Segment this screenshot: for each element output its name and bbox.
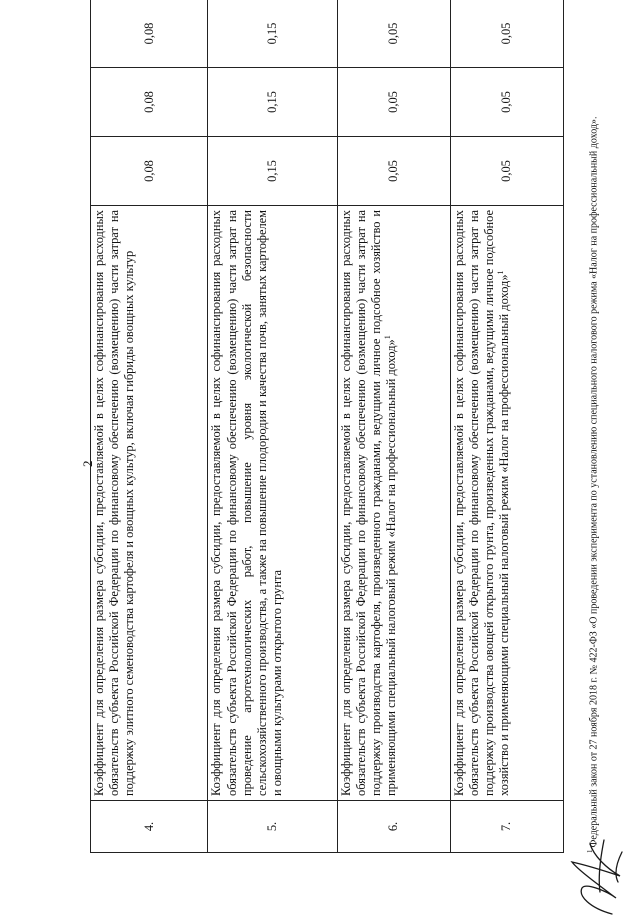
row-description (450, 206, 563, 801)
table-row (450, 0, 563, 853)
row-number: 5. (208, 801, 337, 853)
value-year-3: 0,08 (91, 0, 208, 68)
value-year-1: 0,05 (337, 137, 450, 206)
footnote-ref: 1 (496, 270, 506, 275)
row-description-text: Коэффициент для определения размера субсидии, предоставляемой в целях софинансирования расходных обязательств субъекта Российской Федерации по финансовому обеспечению (возмещению) части затрат на проведение агротехнологических работ, повышение уровня экологической безопасности сельскохозяйственного производства, а также на повышение плодородия и качества почв, занятых картофелем и овощными культурами открытого грунта (209, 210, 285, 796)
footnote (586, 53, 599, 853)
value-year-1: 0,08 (91, 137, 208, 206)
footnote-mark: 1 (586, 849, 594, 853)
row-description (337, 206, 450, 801)
row-description-text: Коэффициент для определения размера субсидии, предоставляемой в целях софинансирования расходных обязательств субъекта Российской Федерации по финансовому обеспечению (возмещению) части затрат на поддержку производства картофеля, произведенного гражданами, ведущими личное подсобное хозяйство и применяющими специальный налоговый режим «Налог на профессиональный доход» (338, 210, 399, 796)
row-number: 7. (450, 801, 563, 853)
table-row (91, 0, 208, 853)
table-row (208, 0, 337, 853)
row-number: 4. (91, 801, 208, 853)
value-year-1: 0,15 (208, 137, 337, 206)
value-year-3: 0,05 (337, 0, 450, 68)
footnote-text: Федеральный закон от 27 ноября 2018 г. № 422-ФЗ «О проведении эксперимента по установлению специального налогового режима «Налог на профессиональный доход». (588, 116, 600, 848)
row-description (91, 206, 208, 801)
value-year-2: 0,05 (450, 68, 563, 137)
value-year-2: 0,08 (91, 68, 208, 137)
row-description-text: Коэффициент для определения размера субсидии, предоставляемой в целях софинансирования расходных обязательств субъекта Российской Федерации по финансовому обеспечению (возмещению) части затрат на поддержку элитного семеноводства картофеля и овощных культур, включая гибриды овощных культур (92, 210, 137, 796)
value-year-1: 0,05 (450, 137, 563, 206)
page-number: 2 (80, 460, 95, 467)
handwritten-signature (560, 832, 635, 922)
row-description (208, 206, 337, 801)
coefficients-table (90, 0, 564, 853)
value-year-3: 0,15 (208, 0, 337, 68)
row-number: 6. (337, 801, 450, 853)
footnote-ref: 1 (383, 335, 393, 340)
table-row (337, 0, 450, 853)
value-year-3: 0,05 (450, 0, 563, 68)
value-year-2: 0,05 (337, 68, 450, 137)
value-year-2: 0,15 (208, 68, 337, 137)
row-description-text: Коэффициент для определения размера субсидии, предоставляемой в целях софинансирования расходных обязательств субъекта Российской Федерации по финансовому обеспечению (возмещению) части затрат на поддержку производства овощей открытого грунта, произведенных гражданами, ведущими личное подсобное хозяйство и применяющими специальный налоговый режим «Налог на профессиональный доход» (451, 210, 512, 796)
